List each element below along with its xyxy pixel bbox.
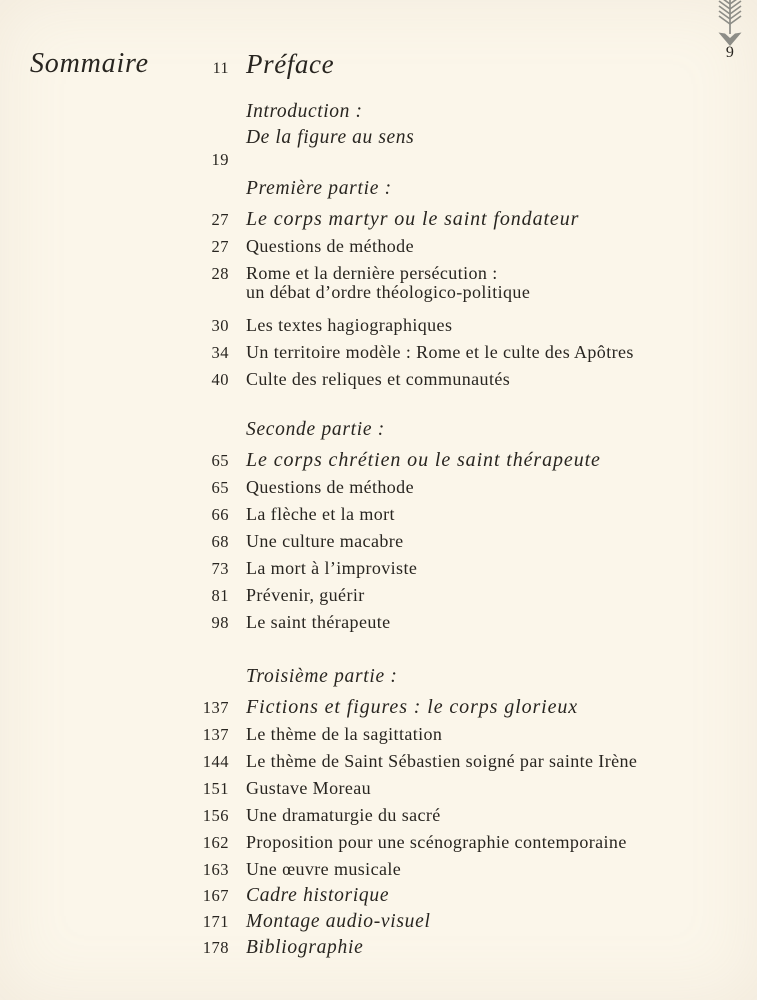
arrow-svg xyxy=(712,0,748,48)
toc-row xyxy=(198,748,743,775)
toc-row-label: Un territoire modèle : Rome et le culte des Apôtres xyxy=(246,342,634,362)
toc-row-page-number: 171 xyxy=(202,912,229,931)
toc-row xyxy=(198,412,743,447)
toc-row xyxy=(198,883,743,909)
toc-row-label: Introduction : xyxy=(246,101,363,122)
toc-row-page-number: 34 xyxy=(211,343,229,362)
toc-row-label: Le corps martyr ou le saint fondateur xyxy=(246,208,580,230)
toc-row-label: Première partie : xyxy=(246,178,392,199)
toc-row-page-number: 65 xyxy=(211,478,229,497)
toc-row-page-number: 167 xyxy=(202,886,229,905)
toc-row xyxy=(198,339,743,366)
toc-row-page-number: 27 xyxy=(211,210,229,229)
toc-row xyxy=(198,802,743,829)
toc-row-label: Seconde partie : xyxy=(246,419,385,440)
toc-row xyxy=(198,609,743,636)
toc-row xyxy=(198,528,743,555)
toc-row xyxy=(198,721,743,748)
toc-row-page-number: 40 xyxy=(211,370,229,389)
toc-row-label: Une œuvre musicale xyxy=(246,859,402,879)
toc-row xyxy=(198,171,743,206)
toc-row-label: Proposition pour une scénographie contemporaine xyxy=(246,832,627,852)
toc-row xyxy=(198,935,743,961)
toc-row-label: Montage audio-visuel xyxy=(246,911,431,932)
toc-row xyxy=(198,501,743,528)
toc-row-label: Questions de méthode xyxy=(246,236,414,256)
toc-row-label: Une culture macabre xyxy=(246,531,404,551)
toc-row-page-number: 144 xyxy=(202,752,229,771)
toc-row-label: Fictions et figures : le corps glorieux xyxy=(246,696,579,718)
toc-row xyxy=(198,46,743,87)
toc-row xyxy=(198,312,743,339)
toc-row xyxy=(198,474,743,501)
toc-row-page-number: 19 xyxy=(211,150,229,169)
toc-row-label: Une dramaturgie du sacré xyxy=(246,805,441,825)
toc-row xyxy=(198,694,743,721)
toc-row-page-number: 137 xyxy=(202,725,229,744)
toc-row xyxy=(198,909,743,935)
toc-row-label: Troisième partie : xyxy=(246,666,398,687)
toc-row-page-number: 30 xyxy=(211,316,229,335)
toc-row-label: Bibliographie xyxy=(246,937,364,958)
toc-row xyxy=(198,856,743,883)
toc-row-page-number: 66 xyxy=(211,505,229,524)
toc-row-page-number: 163 xyxy=(202,860,229,879)
toc-row-page-number: 11 xyxy=(212,60,229,77)
toc-row-label: Le corps chrétien ou le saint thérapeute xyxy=(246,449,601,471)
toc-row-page-number: 73 xyxy=(211,559,229,578)
toc-row-label: Les textes hagiographiques xyxy=(246,315,453,335)
toc xyxy=(198,46,743,961)
toc-row xyxy=(198,775,743,802)
toc-row-page-number: 28 xyxy=(211,264,229,283)
toc-row-label: Le thème de la sagittation xyxy=(246,724,443,744)
toc-row-label: Prévenir, guérir xyxy=(246,585,365,605)
toc-row-page-number: 162 xyxy=(202,833,229,852)
page-title: Sommaire xyxy=(30,48,149,79)
toc-row-label: De la figure au sens xyxy=(246,127,415,148)
toc-row-label-line1: Rome et la dernière persécution : xyxy=(246,263,498,283)
toc-row-page-number: 137 xyxy=(202,698,229,717)
toc-row-label: Le thème de Saint Sébastien soigné par sainte Irène xyxy=(246,751,638,771)
toc-row-page-number: 68 xyxy=(211,532,229,551)
toc-row xyxy=(198,659,743,694)
toc-row xyxy=(198,233,743,260)
toc-row xyxy=(198,149,743,171)
toc-row-label: Gustave Moreau xyxy=(246,778,372,798)
toc-row-label: Préface xyxy=(246,49,335,79)
toc-row-label: Culte des reliques et communautés xyxy=(246,369,511,389)
page-number: 9 xyxy=(725,44,735,61)
toc-row-label: Questions de méthode xyxy=(246,477,414,497)
toc-row-label: Cadre historique xyxy=(246,885,390,906)
toc-row-label xyxy=(246,264,530,301)
toc-row xyxy=(198,447,743,474)
toc-row xyxy=(198,97,743,126)
toc-row-label-line2: un débat d’ordre théologico-politique xyxy=(246,281,531,302)
toc-row-page-number: 151 xyxy=(202,779,229,798)
toc-row-page-number: 178 xyxy=(202,938,229,957)
toc-row xyxy=(198,366,743,393)
toc-row xyxy=(198,555,743,582)
toc-row xyxy=(198,264,743,304)
toc-row-page-number: 27 xyxy=(211,237,229,256)
toc-row xyxy=(198,582,743,609)
toc-row-page-number: 156 xyxy=(202,806,229,825)
toc-row-page-number: 65 xyxy=(211,451,229,470)
toc-row xyxy=(198,829,743,856)
toc-row-label: La mort à l’improviste xyxy=(246,558,418,578)
toc-row xyxy=(198,206,743,233)
toc-row-label: La flèche et la mort xyxy=(246,504,395,524)
toc-row-page-number: 81 xyxy=(211,586,229,605)
toc-row xyxy=(198,126,743,149)
fletched-arrow-down-icon xyxy=(712,0,748,48)
toc-row-label: Le saint thérapeute xyxy=(246,612,391,632)
toc-row-page-number: 98 xyxy=(211,613,229,632)
